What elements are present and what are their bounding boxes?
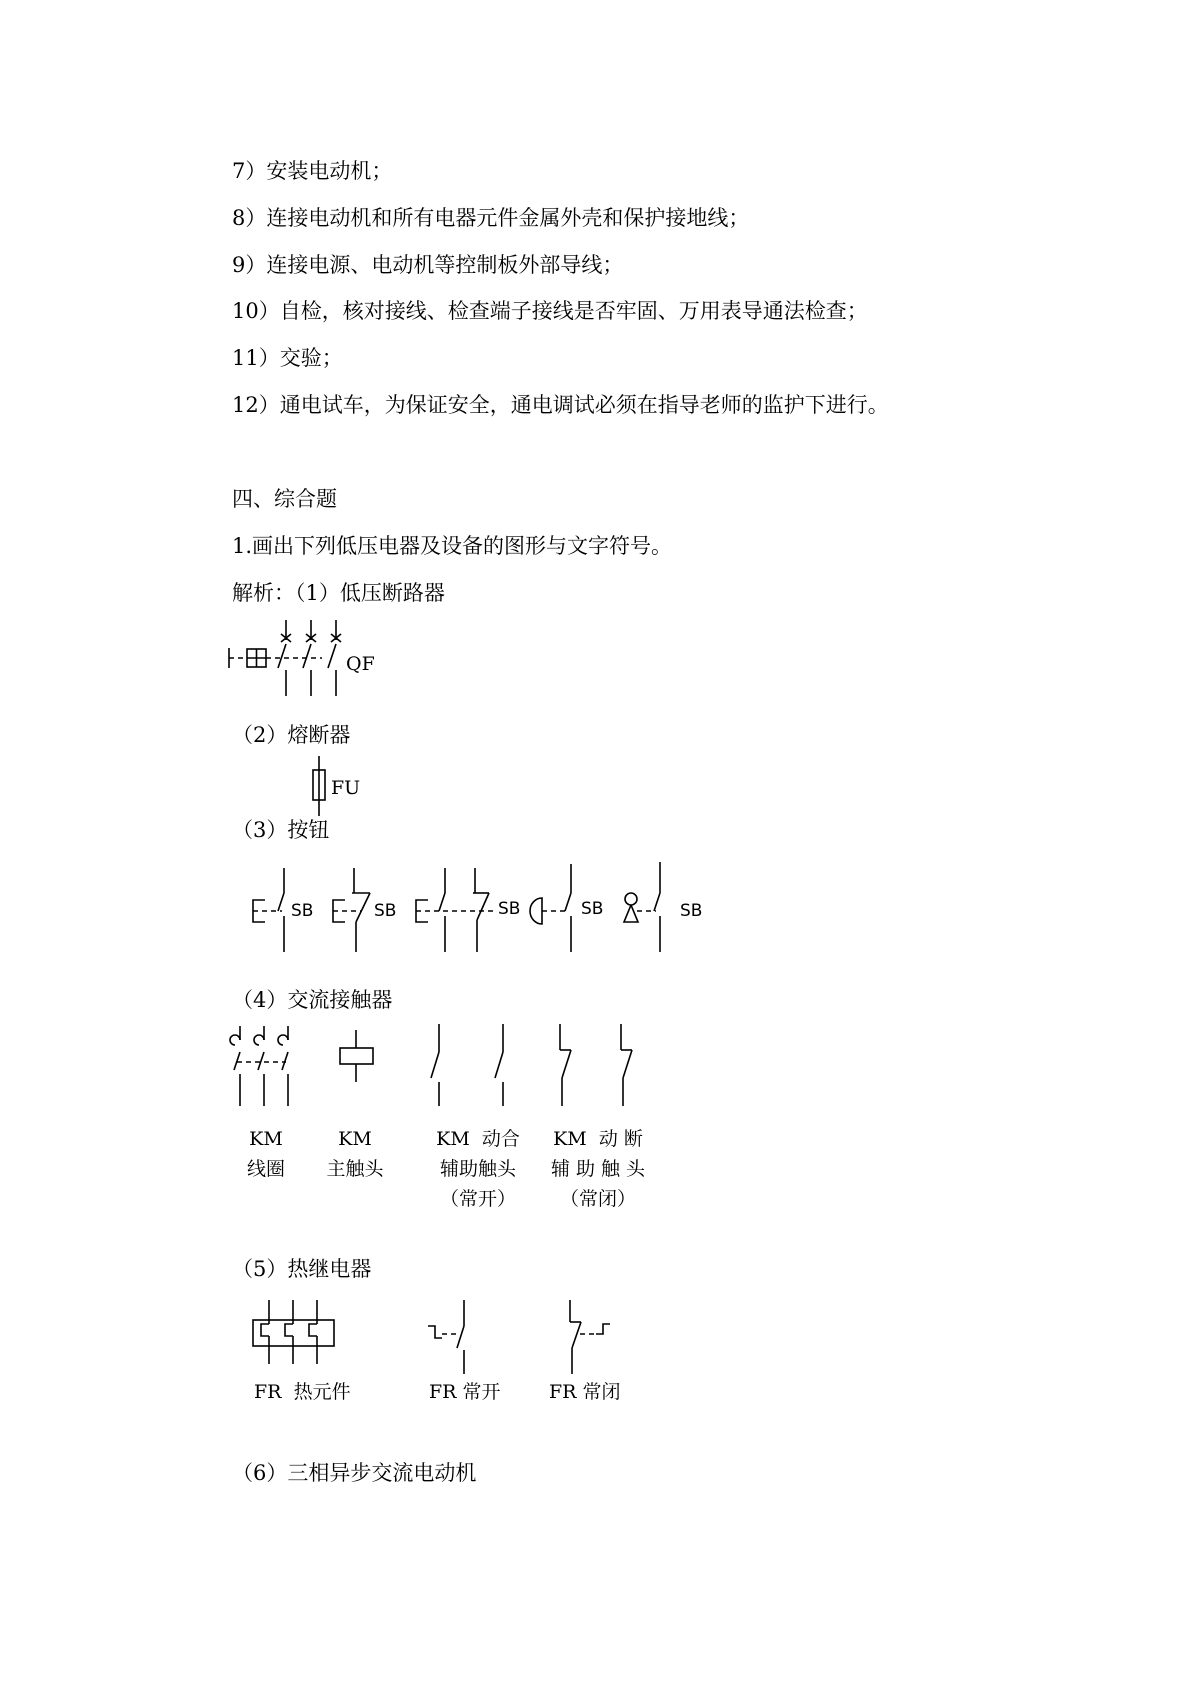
- caption-desc: 线圈: [246, 1158, 285, 1180]
- thermal-relay-symbols: [250, 1298, 630, 1378]
- push-button-symbols: [246, 860, 716, 970]
- contactor-symbols: [226, 1022, 666, 1112]
- caption-code: KM: [249, 1128, 283, 1150]
- thermal-caption-no: FR 常开: [429, 1381, 501, 1403]
- fuse-code: FU: [331, 777, 361, 799]
- contactor-caption-nc: [544, 1124, 652, 1214]
- step-9: 9）连接电源、电动机等控制板外部导线；: [232, 253, 624, 277]
- step-7: 7）安装电动机；: [232, 159, 393, 183]
- answer-line: [232, 580, 445, 606]
- button-title: （3）按钮: [232, 818, 330, 842]
- question-text: 1.画出下列低压电器及设备的图形与文字符号。: [232, 534, 673, 558]
- step-10: 10）自检，核对接线、检查端子接线是否牢固、万用表导通法检查；: [232, 299, 868, 323]
- caption-desc: 主触头: [326, 1158, 384, 1180]
- step-11: 11）交验；: [232, 346, 343, 370]
- caption-desc: 辅 助 触 头: [550, 1158, 646, 1180]
- thermal-relay-title: （5）热继电器: [232, 1257, 372, 1281]
- caption-code: KM 动 断: [553, 1128, 643, 1150]
- caption-note: （常开）: [439, 1188, 516, 1210]
- contactor-caption-no: [424, 1124, 532, 1214]
- fuse-title: （2）熔断器: [232, 723, 351, 747]
- step-8: 8）连接电动机和所有电器元件金属外壳和保护接地线；: [232, 206, 750, 230]
- caption-note: （常闭）: [559, 1188, 636, 1210]
- contactor-caption-coil: [231, 1124, 301, 1184]
- button-code-1: SB: [291, 901, 314, 921]
- thermal-caption-element: FR 热元件: [254, 1381, 351, 1403]
- breaker-title: （1）低压断路器: [295, 581, 445, 605]
- motor-title: （6）三相异步交流电动机: [232, 1461, 477, 1485]
- button-code-3: SB: [498, 899, 521, 919]
- caption-code: KM: [338, 1128, 372, 1150]
- contactor-title: （4）交流接触器: [232, 988, 393, 1012]
- step-12: 12）通电试车，为保证安全，通电调试必须在指导老师的监护下进行。: [232, 393, 889, 417]
- section-heading: 四、综合题: [232, 487, 337, 511]
- thermal-caption-nc: FR 常闭: [549, 1381, 621, 1403]
- caption-desc: 辅助触头: [439, 1158, 516, 1180]
- caption-code: KM 动合: [436, 1128, 520, 1150]
- answer-prefix: 解析：: [232, 581, 295, 605]
- breaker-code: QF: [346, 653, 375, 675]
- contactor-caption-main: [316, 1124, 394, 1184]
- button-code-2: SB: [374, 901, 397, 921]
- button-code-4: SB: [581, 899, 604, 919]
- button-code-5: SB: [680, 901, 703, 921]
